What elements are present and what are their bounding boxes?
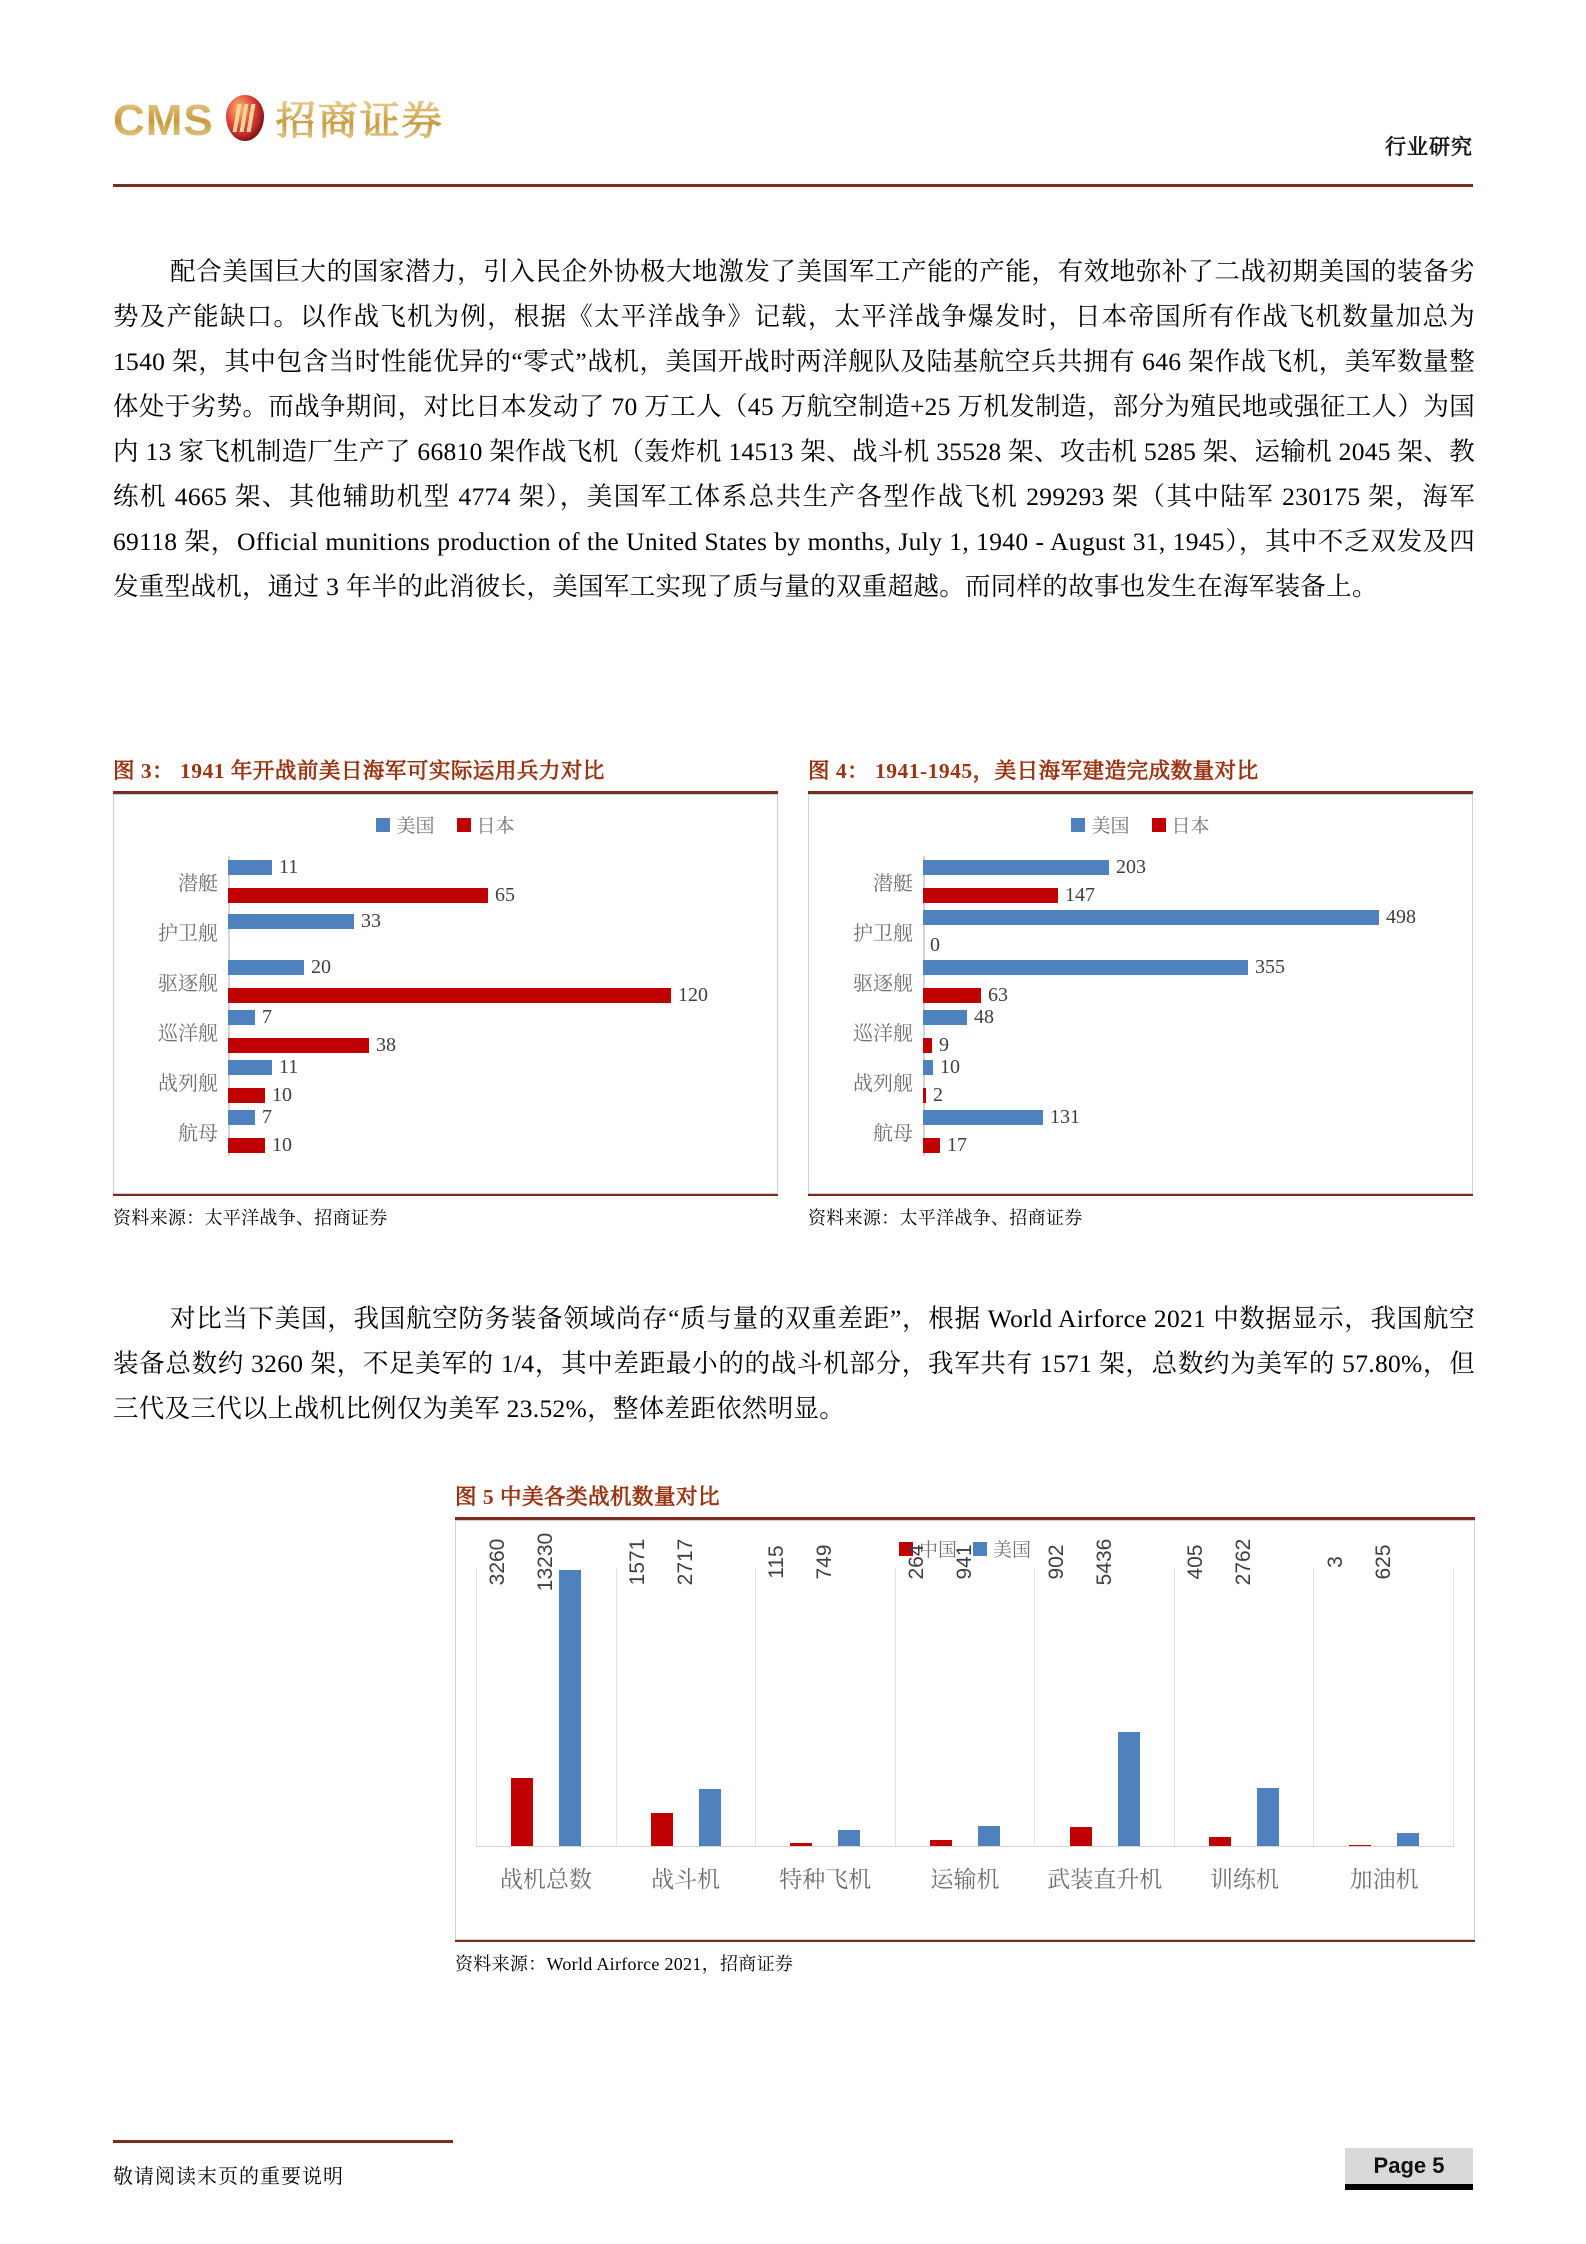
bar-line-jp [228, 1034, 763, 1057]
category-label: 战列舰 [853, 1072, 913, 1095]
table-row [128, 906, 763, 956]
bar-value-us: 941 [953, 1544, 977, 1580]
bar-us [923, 1060, 933, 1075]
bar-group [756, 1544, 896, 1846]
bar-column-us [953, 1544, 1000, 1846]
figure-3-chart [113, 794, 778, 1194]
bar-value-jp: 65 [495, 883, 515, 906]
bar-value-us: 203 [1116, 855, 1146, 878]
header-divider [113, 184, 1473, 187]
bar-cn [1349, 1845, 1371, 1846]
legend-label-cn: 中国 [918, 1540, 957, 1561]
bar-column-cn [1184, 1544, 1231, 1846]
bar-us [228, 914, 354, 929]
axis-tick-label: 运输机 [930, 1867, 1000, 1892]
bar-cn [1070, 1827, 1092, 1846]
bar-pair [228, 910, 763, 953]
axis-tick-label: 特种飞机 [779, 1867, 872, 1892]
table-row [128, 1106, 763, 1156]
bar-value-us: 33 [361, 909, 381, 932]
bar-us [923, 910, 1379, 925]
bar-value-us: 2762 [1232, 1538, 1256, 1586]
bar-column-us [1092, 1538, 1140, 1846]
figure-4-chart [808, 794, 1473, 1194]
category-label: 巡洋舰 [158, 1022, 218, 1045]
bar-us [228, 960, 304, 975]
bar-value-jp: 0 [930, 933, 940, 956]
table-row [823, 1106, 1458, 1156]
bar-line-jp [228, 938, 763, 953]
bar-jp [923, 1138, 940, 1153]
figure-4 [808, 754, 1473, 1230]
bar-value-cn: 3 [1323, 1556, 1347, 1568]
bar-value-us: 498 [1386, 905, 1416, 928]
legend-label-us: 美国 [396, 816, 435, 837]
bar-us [838, 1830, 860, 1846]
bar-line-us [228, 1006, 763, 1029]
figure-4-source: 资料来源：太平洋战争、招商证券 [808, 1208, 1083, 1228]
page-number-badge: Page 5 [1345, 2148, 1473, 2190]
bar-value-jp: 2 [933, 1083, 943, 1106]
category-label: 驱逐舰 [158, 972, 218, 995]
table-row [128, 1006, 763, 1056]
bar-value-cn: 1571 [625, 1538, 649, 1586]
bar-column-cn [765, 1545, 812, 1846]
legend-swatch-jp [1152, 818, 1166, 832]
bar-group [1035, 1538, 1175, 1846]
axis-tick-label: 加油机 [1349, 1867, 1419, 1892]
bar-column-cn [1044, 1544, 1092, 1846]
bar-us [228, 1060, 272, 1075]
bar-line-us [228, 910, 763, 933]
bar-value-us: 11 [279, 1055, 299, 1078]
table-row [823, 956, 1458, 1006]
bar-pair [228, 1106, 763, 1157]
figure-5-source: 资料来源：World Airforce 2021，招商证券 [455, 1954, 794, 1974]
bar-value-jp: 63 [988, 983, 1008, 1006]
bar-column-us [1232, 1538, 1279, 1846]
figure-5-x-axis-labels [476, 1861, 1454, 1894]
bar-cn [1209, 1837, 1231, 1846]
axis-tick-label: 武装直升机 [1047, 1867, 1163, 1892]
bar-us [559, 1570, 581, 1846]
bar-line-jp [228, 884, 763, 907]
legend-swatch-us [376, 818, 390, 832]
table-row [823, 1006, 1458, 1056]
bar-value-cn: 264 [905, 1544, 929, 1580]
legend-swatch-jp [457, 818, 471, 832]
table-row [823, 856, 1458, 906]
bar-column-cn [625, 1538, 673, 1846]
legend-item-jp [1152, 811, 1210, 838]
bar-value-us: 2717 [673, 1538, 697, 1586]
bar-us [1397, 1833, 1419, 1846]
bar-column-cn [1323, 1556, 1371, 1846]
legend-label-jp: 日本 [476, 816, 515, 837]
figure-3 [113, 754, 778, 1230]
bar-us [228, 1010, 255, 1025]
legend-item-us [376, 811, 434, 838]
category-label: 航母 [178, 1122, 218, 1145]
bar-line-jp [923, 984, 1458, 1007]
bar-line-us [228, 956, 763, 979]
legend-label-jp: 日本 [1171, 816, 1210, 837]
table-row [128, 1056, 763, 1106]
bar-value-us: 7 [262, 1105, 272, 1128]
bar-line-us [923, 1056, 1458, 1079]
bar-group [1175, 1538, 1315, 1846]
bar-column-cn [486, 1538, 533, 1846]
bar-value-us: 5436 [1092, 1538, 1116, 1586]
bar-value-jp: 38 [376, 1033, 396, 1056]
bar-value-us: 625 [1371, 1544, 1395, 1580]
figure-5 [455, 1480, 1475, 1976]
bar-jp [228, 1138, 265, 1153]
table-row [128, 856, 763, 906]
bar-pair [923, 1106, 1458, 1157]
logo-latin-text: CMS [113, 96, 214, 145]
bar-value-us: 10 [940, 1055, 960, 1078]
legend-label-us: 美国 [1091, 816, 1130, 837]
page-header [113, 95, 1473, 167]
figure-4-plot-area [823, 856, 1458, 1156]
figure-5-x-axis [476, 1846, 1454, 1847]
bar-line-us [923, 956, 1458, 979]
bar-cn [790, 1843, 812, 1846]
bar-line-jp [228, 1084, 763, 1107]
bar-line-us [923, 1106, 1458, 1129]
bar-jp [228, 1038, 369, 1053]
bar-jp [923, 888, 1058, 903]
bar-value-us: 48 [974, 1005, 994, 1028]
bar-value-us: 7 [262, 1005, 272, 1028]
bar-value-jp: 10 [272, 1083, 292, 1106]
bar-column-us [673, 1538, 721, 1846]
bar-value-us: 131 [1050, 1105, 1080, 1128]
bar-line-jp [923, 1084, 1458, 1107]
bar-value-jp: 17 [947, 1133, 967, 1156]
bar-line-us [228, 856, 763, 879]
bar-us [699, 1789, 721, 1846]
axis-tick-label: 训练机 [1209, 1867, 1279, 1892]
bar-line-us [228, 1106, 763, 1129]
bar-value-us: 749 [813, 1544, 837, 1580]
paragraph-one: 配合美国巨大的国家潜力，引入民企外协极大地激发了美国军工产能的产能，有效地弥补了二战初期美国的装备劣势及产能缺口。以作战飞机为例，根据《太平洋战争》记载，太平洋战争爆发时，日本帝国所有作战飞机数量加总为 1540 架，其中包含当时性能优异的“零式”战机，美国开战时两洋舰队及陆基航空兵共拥有 646 架作战飞机，美军数量整体处于劣势。而战争期间，对比日本发动了 70 万工人（45 万航空制造+25 万机发制造，部分为殖民地或强征工人）为国内 13 家飞机制造厂生产了 66810 架作战飞机（轰炸机 14513 架、战斗机 35528 架、攻击机 5285 架、运输机 2045 架、教练机 4665 架、其他辅助机型 4774 架），美国军工体系总共生产各型作战飞机 299293 架（其中陆军 230175 架，海军 69118 架，Official munitions production of the United States by months, July 1, 1940 - August 31, 1945），其中不乏双发及四发重型战机，通过 3 年半的此消彼长，美国军工实现了质与量的双重超越。而同样的故事也发生在海军装备上。 [113, 257, 1475, 601]
bar-value-jp: 147 [1065, 883, 1095, 906]
legend-swatch-us [1071, 818, 1085, 832]
bar-line-us [923, 1006, 1458, 1029]
bar-pair [228, 1006, 763, 1057]
footer-divider [113, 2140, 453, 2143]
bar-value-cn: 902 [1044, 1544, 1068, 1580]
bar-pair [228, 1056, 763, 1107]
flame-pillar-icon [226, 95, 264, 141]
figure-5-title: 图 5 中美各类战机数量对比 [455, 1485, 721, 1509]
category-label: 潜艇 [873, 872, 913, 895]
bar-column-us [534, 1532, 581, 1846]
bar-jp [923, 1038, 932, 1053]
figure-3-source: 资料来源：太平洋战争、招商证券 [113, 1208, 388, 1228]
bar-us [228, 860, 272, 875]
bar-line-us [228, 1056, 763, 1079]
axis-tick-label: 战斗机 [651, 1867, 721, 1892]
bar-value-cn: 115 [765, 1545, 789, 1579]
bar-jp [228, 988, 671, 1003]
bar-value-cn: 3260 [486, 1538, 510, 1586]
legend-item-us [1071, 811, 1129, 838]
table-row [823, 906, 1458, 956]
category-label: 潜艇 [178, 872, 218, 895]
logo-chinese-text: 招商证券 [275, 98, 444, 143]
bar-line-us [923, 856, 1458, 879]
bar-us [1257, 1788, 1279, 1846]
bar-value-us: 13230 [534, 1532, 558, 1592]
bar-line-jp [923, 1034, 1458, 1057]
figure-5-chart [455, 1520, 1475, 1940]
table-row [823, 1056, 1458, 1106]
category-label: 巡洋舰 [853, 1022, 913, 1045]
bar-group [476, 1532, 617, 1846]
category-label: 护卫舰 [853, 922, 913, 945]
axis-tick-label: 战机总数 [499, 1867, 592, 1892]
bar-value-jp: 10 [272, 1133, 292, 1156]
bar-pair [923, 1056, 1458, 1107]
bar-column-us [1371, 1544, 1419, 1846]
bar-cn [511, 1778, 533, 1846]
bar-us [923, 960, 1248, 975]
bar-pair [923, 956, 1458, 1007]
footer-disclaimer: 敬请阅读末页的重要说明 [113, 2166, 344, 2188]
bar-line-jp [923, 1134, 1458, 1157]
bar-line-jp [228, 1134, 763, 1157]
brand-logo [113, 95, 444, 143]
bar-value-us: 20 [311, 955, 331, 978]
figure-4-title: 图 4： 1941-1945，美日海军建造完成数量对比 [808, 759, 1259, 783]
bar-pair [923, 906, 1458, 957]
bar-us [1118, 1732, 1140, 1846]
bar-us [923, 1110, 1043, 1125]
bar-value-cn: 405 [1184, 1544, 1208, 1580]
bar-line-jp [923, 884, 1458, 907]
bar-pair [228, 856, 763, 907]
bar-jp [923, 988, 981, 1003]
figure-3-plot-area [128, 856, 763, 1156]
bar-jp [228, 888, 488, 903]
category-label: 航母 [873, 1122, 913, 1145]
bar-line-jp [923, 934, 1458, 957]
report-category-label: 行业研究 [1385, 135, 1473, 159]
bar-us [228, 1110, 255, 1125]
bar-value-jp: 9 [939, 1033, 949, 1056]
bar-line-jp [228, 984, 763, 1007]
bar-column-us [813, 1544, 860, 1846]
bar-line-us [923, 906, 1458, 929]
category-label: 战列舰 [158, 1072, 218, 1095]
figure-3-legend [128, 811, 763, 838]
bar-pair [923, 1006, 1458, 1057]
legend-label-us: 美国 [993, 1540, 1032, 1561]
category-label: 护卫舰 [158, 922, 218, 945]
paragraph-two: 对比当下美国，我国航空防务装备领域尚存“质与量的双重差距”，根据 World Airforce 2021 中数据显示，我国航空装备总数约 3260 架，不足美军的 1/4，其中差距最小的的战斗机部分，我军共有 1571 架，总数约为美军的 57.80%，但三代及三代以上战机比例仅为美军 23.52%，整体差距依然明显。 [113, 1304, 1475, 1423]
bar-us [923, 1010, 967, 1025]
table-row [128, 956, 763, 1006]
bar-group [617, 1538, 757, 1846]
bar-value-us: 11 [279, 855, 299, 878]
bar-jp [228, 1088, 265, 1103]
bar-group [1314, 1544, 1454, 1846]
bar-cn [651, 1813, 673, 1846]
bar-pair [228, 956, 763, 1007]
bar-value-jp: 120 [678, 983, 708, 1006]
bar-value-us: 355 [1255, 955, 1285, 978]
bar-us [978, 1826, 1000, 1846]
category-label: 驱逐舰 [853, 972, 913, 995]
figure-4-legend [823, 811, 1458, 838]
bar-cn [930, 1840, 952, 1846]
figure-3-title: 图 3： 1941 年开战前美日海军可实际运用兵力对比 [113, 759, 605, 783]
legend-item-jp [457, 811, 515, 838]
bar-us [923, 860, 1109, 875]
bar-pair [923, 856, 1458, 907]
